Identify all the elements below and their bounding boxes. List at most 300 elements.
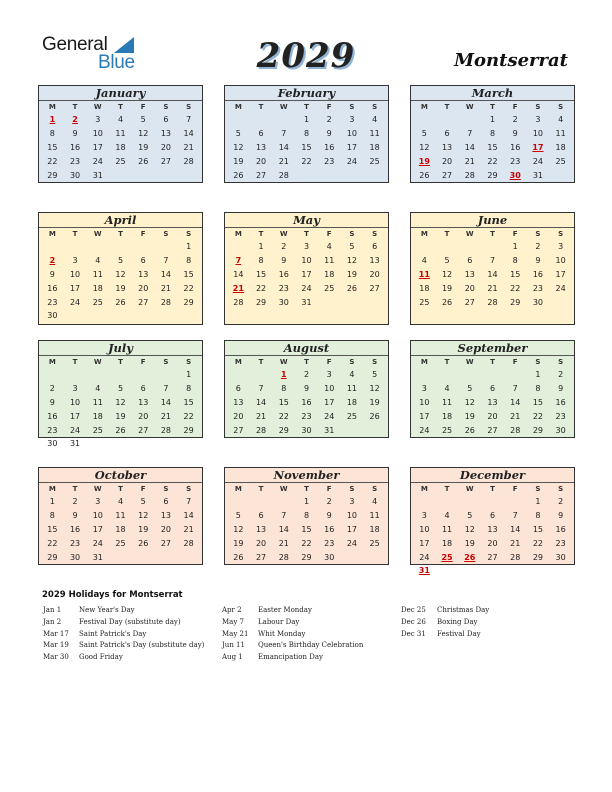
day-cell: 2 <box>49 383 55 393</box>
weekday-header: W <box>93 230 102 238</box>
holiday-date: Jun 11 <box>222 641 245 650</box>
weekday-header: M <box>420 103 428 111</box>
day-cell: 25 <box>92 425 103 435</box>
day-cell: 1 <box>489 115 496 124</box>
day-cell: 10 <box>301 255 312 265</box>
day-cell: 9 <box>326 510 332 520</box>
weekday-header: T <box>72 358 78 366</box>
empty-day-cell <box>227 113 250 127</box>
day-cell: 21 <box>255 411 267 421</box>
day-cell: 6 <box>258 128 264 138</box>
holiday-day-cell: 7 <box>235 255 242 265</box>
day-cell: 20 <box>487 411 498 421</box>
day-cell: 22 <box>532 411 544 421</box>
month-name: June <box>411 213 574 228</box>
day-cell: 30 <box>301 425 312 435</box>
month-june <box>410 212 575 325</box>
day-cell: 4 <box>117 115 124 124</box>
weekday-header: M <box>234 103 242 111</box>
holiday-day-cell: 17 <box>532 142 544 152</box>
day-cell: 11 <box>369 510 380 520</box>
holiday-name: Festival Day (substitute day) <box>79 617 181 626</box>
day-cell: 20 <box>160 524 172 534</box>
month-name: October <box>39 468 202 483</box>
day-cell: 19 <box>233 538 244 548</box>
day-cell: 3 <box>72 255 78 265</box>
weekday-header: S <box>186 358 192 366</box>
day-cell: 13 <box>369 255 380 265</box>
day-cell: 18 <box>419 283 430 293</box>
weekday-header: W <box>465 485 474 493</box>
day-cell: 23 <box>324 538 335 548</box>
day-cell: 5 <box>235 510 241 520</box>
day-grid <box>411 228 574 309</box>
day-cell: 24 <box>346 538 358 548</box>
day-cell: 18 <box>369 524 380 534</box>
day-cell: 19 <box>138 142 149 152</box>
empty-day-cell <box>250 495 273 509</box>
weekday-header: W <box>465 230 474 238</box>
day-cell: 29 <box>183 425 194 435</box>
day-cell: 8 <box>535 510 541 520</box>
day-cell: 19 <box>138 524 149 534</box>
weekday-header: S <box>349 103 355 111</box>
day-cell: 20 <box>441 156 453 166</box>
day-cell: 5 <box>140 115 146 124</box>
day-cell: 22 <box>278 411 289 421</box>
day-cell: 17 <box>92 142 103 152</box>
empty-day-cell <box>436 368 459 382</box>
day-cell: 12 <box>464 397 475 407</box>
day-cell: 14 <box>487 269 498 279</box>
holiday-day-cell: 2 <box>49 255 56 265</box>
weekday-header: T <box>490 230 495 238</box>
day-cell: 5 <box>467 383 473 393</box>
day-cell: 3 <box>72 383 78 393</box>
weekday-header: T <box>118 358 123 366</box>
day-cell: 31 <box>301 297 312 307</box>
empty-day-cell <box>250 368 273 382</box>
day-cell: 17 <box>324 397 335 407</box>
holiday-day-cell: 21 <box>232 283 244 293</box>
day-cell: 12 <box>346 255 358 265</box>
day-cell: 29 <box>532 552 544 562</box>
weekday-header: T <box>72 230 78 238</box>
holiday-date: Dec 31 <box>401 629 426 638</box>
day-cell: 27 <box>138 425 149 435</box>
day-cell: 10 <box>555 255 566 265</box>
day-cell: 30 <box>69 552 81 562</box>
weekday-header: F <box>326 103 332 111</box>
holiday-date: Mar 17 <box>43 629 69 638</box>
empty-day-cell <box>458 240 481 254</box>
day-cell: 18 <box>92 283 103 293</box>
day-cell: 2 <box>281 242 287 251</box>
day-cell: 16 <box>324 142 335 152</box>
month-name: November <box>225 468 388 483</box>
day-cell: 24 <box>419 425 430 435</box>
weekday-header: S <box>163 485 169 493</box>
day-cell: 27 <box>255 552 267 562</box>
day-cell: 19 <box>441 283 453 293</box>
day-cell: 23 <box>555 411 566 421</box>
month-august <box>224 340 389 438</box>
day-cell: 15 <box>255 269 267 279</box>
day-cell: 29 <box>47 552 58 562</box>
day-cell: 9 <box>49 269 55 279</box>
day-cell: 1 <box>303 115 310 124</box>
day-cell: 13 <box>160 128 172 138</box>
weekday-header: W <box>279 230 288 238</box>
day-cell: 1 <box>186 242 192 251</box>
weekday-header: S <box>558 103 564 111</box>
weekday-header: S <box>163 103 169 111</box>
day-cell: 5 <box>349 242 355 251</box>
day-cell: 5 <box>444 255 450 265</box>
day-cell: 11 <box>369 128 380 138</box>
day-cell: 7 <box>258 383 264 393</box>
weekday-header: S <box>535 103 541 111</box>
empty-day-cell <box>272 495 295 509</box>
empty-day-cell <box>436 113 459 127</box>
day-cell: 16 <box>324 524 335 534</box>
day-cell: 3 <box>421 383 427 393</box>
weekday-header: F <box>512 485 518 493</box>
empty-day-cell <box>481 240 504 254</box>
weekday-header: S <box>349 358 355 366</box>
day-cell: 1 <box>186 370 192 379</box>
empty-day-cell <box>413 368 436 382</box>
day-cell: 22 <box>183 283 194 293</box>
day-cell: 1 <box>258 242 264 251</box>
holiday-date: Jan 2 <box>43 617 62 626</box>
day-cell: 21 <box>183 524 194 534</box>
weekday-header: W <box>279 485 288 493</box>
day-cell: 28 <box>183 538 194 548</box>
day-cell: 14 <box>278 142 289 152</box>
day-cell: 21 <box>160 283 172 293</box>
weekday-header: F <box>512 358 518 366</box>
holiday-date: May 21 <box>222 629 249 638</box>
weekday-header: T <box>258 103 264 111</box>
day-cell: 10 <box>324 383 335 393</box>
day-cell: 6 <box>372 242 378 251</box>
year-title: 2029 <box>256 36 356 76</box>
weekday-header: S <box>349 485 355 493</box>
day-cell: 30 <box>278 297 289 307</box>
day-cell: 19 <box>346 269 358 279</box>
day-cell: 10 <box>69 397 81 407</box>
holiday-name: Whit Monday <box>258 629 306 638</box>
day-grid <box>411 356 574 437</box>
day-cell: 22 <box>183 411 194 421</box>
day-cell: 23 <box>47 297 58 307</box>
day-cell: 13 <box>464 269 475 279</box>
day-cell: 7 <box>281 128 287 138</box>
day-cell: 10 <box>346 510 358 520</box>
day-cell: 20 <box>369 269 380 279</box>
day-cell: 21 <box>278 156 289 166</box>
day-cell: 4 <box>558 115 564 124</box>
day-cell: 15 <box>183 397 194 407</box>
day-cell: 21 <box>278 538 289 548</box>
day-cell: 8 <box>186 383 192 393</box>
day-cell: 6 <box>163 497 169 506</box>
weekday-header: F <box>512 230 518 238</box>
month-name: August <box>225 341 388 356</box>
day-cell: 17 <box>301 269 312 279</box>
day-cell: 27 <box>464 297 475 307</box>
day-cell: 20 <box>160 142 172 152</box>
day-cell: 22 <box>532 538 544 548</box>
day-cell: 13 <box>487 397 498 407</box>
day-cell: 28 <box>487 297 498 307</box>
weekday-header: W <box>93 485 102 493</box>
day-cell: 4 <box>444 383 450 393</box>
holiday-entry <box>401 605 577 617</box>
day-cell: 15 <box>510 269 521 279</box>
empty-day-cell <box>64 368 87 382</box>
day-cell: 4 <box>421 255 427 265</box>
day-cell: 28 <box>464 170 475 180</box>
holiday-name: Saint Patrick's Day (substitute day) <box>79 641 205 650</box>
day-cell: 27 <box>487 425 498 435</box>
day-cell: 7 <box>489 255 496 265</box>
day-cell: 3 <box>95 497 101 506</box>
day-cell: 9 <box>558 383 564 393</box>
day-cell: 20 <box>138 283 149 293</box>
day-cell: 6 <box>140 383 146 393</box>
holiday-name: Easter Monday <box>258 606 312 614</box>
day-cell: 13 <box>255 524 267 534</box>
day-cell: 2 <box>326 115 332 124</box>
day-cell: 16 <box>47 283 58 293</box>
month-name: July <box>39 341 202 356</box>
day-cell: 3 <box>326 370 332 379</box>
empty-day-cell <box>227 368 250 382</box>
weekday-header: S <box>535 230 541 238</box>
weekday-header: T <box>118 485 123 493</box>
weekday-header: W <box>93 103 102 111</box>
day-cell: 11 <box>92 269 103 279</box>
empty-day-cell <box>227 495 250 509</box>
day-cell: 15 <box>532 524 544 534</box>
day-cell: 3 <box>95 115 101 124</box>
day-cell: 10 <box>419 524 430 534</box>
empty-day-cell <box>64 240 87 254</box>
day-cell: 6 <box>467 255 473 265</box>
day-cell: 23 <box>324 156 335 166</box>
day-cell: 4 <box>95 383 101 393</box>
weekday-header: M <box>48 485 56 493</box>
holidays-column <box>401 605 577 640</box>
day-cell: 16 <box>555 524 566 534</box>
weekday-header: M <box>48 103 56 111</box>
empty-day-cell <box>458 495 481 509</box>
day-cell: 21 <box>487 283 498 293</box>
day-cell: 4 <box>117 497 124 506</box>
day-cell: 10 <box>419 397 430 407</box>
day-cell: 30 <box>324 552 335 562</box>
day-cell: 29 <box>487 170 498 180</box>
day-grid <box>39 356 202 451</box>
day-cell: 17 <box>346 524 358 534</box>
day-cell: 30 <box>555 425 566 435</box>
day-cell: 25 <box>346 411 358 421</box>
day-cell: 30 <box>532 297 544 307</box>
day-cell: 18 <box>369 142 380 152</box>
day-cell: 7 <box>163 383 169 393</box>
day-cell: 23 <box>532 283 544 293</box>
day-cell: 22 <box>47 538 58 548</box>
day-cell: 18 <box>324 269 335 279</box>
day-cell: 12 <box>233 142 244 152</box>
day-cell: 8 <box>303 128 310 138</box>
holiday-date: Dec 26 <box>401 617 426 626</box>
day-cell: 2 <box>558 370 564 379</box>
weekday-header: W <box>465 103 474 111</box>
day-cell: 2 <box>326 497 332 506</box>
day-cell: 23 <box>555 538 566 548</box>
day-cell: 8 <box>49 128 55 138</box>
day-cell: 22 <box>487 156 498 166</box>
day-cell: 10 <box>532 128 544 138</box>
weekday-header: T <box>490 103 495 111</box>
weekday-header: M <box>234 230 242 238</box>
day-cell: 25 <box>441 425 453 435</box>
empty-day-cell <box>504 495 527 509</box>
weekday-header: T <box>304 230 309 238</box>
day-cell: 18 <box>346 397 358 407</box>
day-cell: 18 <box>92 411 103 421</box>
day-cell: 27 <box>160 538 172 548</box>
day-cell: 20 <box>487 538 498 548</box>
day-cell: 4 <box>326 242 332 251</box>
month-name: March <box>411 86 574 101</box>
weekday-header: T <box>72 485 78 493</box>
empty-day-cell <box>413 113 436 127</box>
weekday-header: T <box>490 485 495 493</box>
day-cell: 11 <box>115 128 126 138</box>
day-cell: 4 <box>372 115 378 124</box>
day-cell: 5 <box>372 370 378 379</box>
day-cell: 24 <box>92 538 103 548</box>
empty-day-cell <box>155 368 178 382</box>
holiday-day-cell: 19 <box>418 156 430 166</box>
day-cell: 26 <box>464 425 475 435</box>
day-cell: 14 <box>183 510 194 520</box>
day-cell: 29 <box>278 425 289 435</box>
day-cell: 24 <box>324 411 335 421</box>
day-cell: 16 <box>555 397 566 407</box>
empty-day-cell <box>436 495 459 509</box>
day-cell: 11 <box>92 397 103 407</box>
day-cell: 15 <box>532 397 544 407</box>
holiday-date: Mar 19 <box>43 641 69 650</box>
day-cell: 1 <box>512 242 518 251</box>
day-cell: 4 <box>95 255 101 265</box>
day-cell: 17 <box>69 411 81 421</box>
day-cell: 12 <box>419 142 430 152</box>
holiday-entry <box>222 617 428 629</box>
weekday-header: S <box>558 485 564 493</box>
day-cell: 19 <box>369 397 380 407</box>
month-march <box>410 85 575 183</box>
day-grid <box>411 483 574 578</box>
day-cell: 21 <box>510 538 521 548</box>
day-cell: 10 <box>92 128 103 138</box>
day-cell: 3 <box>558 242 564 251</box>
day-cell: 19 <box>115 283 126 293</box>
weekday-header: T <box>490 358 495 366</box>
day-cell: 25 <box>324 283 335 293</box>
day-cell: 5 <box>140 497 146 506</box>
day-cell: 24 <box>69 425 81 435</box>
weekday-header: S <box>372 485 378 493</box>
day-cell: 17 <box>419 411 430 421</box>
weekday-header: T <box>118 230 123 238</box>
holiday-name: Good Friday <box>79 653 123 662</box>
day-cell: 18 <box>555 142 566 152</box>
holiday-day-cell: 1 <box>49 115 56 124</box>
day-cell: 31 <box>324 425 335 435</box>
day-cell: 25 <box>115 156 126 166</box>
weekday-header: W <box>279 103 288 111</box>
day-cell: 15 <box>301 524 312 534</box>
day-cell: 14 <box>233 269 244 279</box>
day-cell: 6 <box>489 383 496 393</box>
weekday-header: T <box>444 230 450 238</box>
day-cell: 31 <box>92 552 103 562</box>
day-cell: 20 <box>233 411 244 421</box>
holiday-date: Dec 25 <box>401 606 426 614</box>
day-cell: 17 <box>555 269 566 279</box>
day-cell: 15 <box>487 142 498 152</box>
day-cell: 28 <box>278 170 289 180</box>
day-cell: 15 <box>278 397 289 407</box>
day-cell: 21 <box>464 156 475 166</box>
day-cell: 29 <box>47 170 58 180</box>
day-cell: 5 <box>467 510 473 520</box>
day-grid <box>39 483 202 564</box>
day-cell: 28 <box>278 552 289 562</box>
empty-day-cell <box>109 240 132 254</box>
month-february <box>224 85 389 183</box>
day-cell: 11 <box>324 255 335 265</box>
holiday-entry <box>43 652 219 664</box>
holidays-column <box>222 605 428 664</box>
weekday-header: T <box>118 103 123 111</box>
empty-day-cell <box>458 368 481 382</box>
day-cell: 12 <box>115 269 126 279</box>
weekday-header: S <box>349 230 355 238</box>
day-cell: 11 <box>555 128 566 138</box>
weekday-header: S <box>372 230 378 238</box>
day-cell: 7 <box>512 510 518 520</box>
weekday-header: S <box>535 485 541 493</box>
month-october <box>38 467 203 565</box>
day-cell: 20 <box>255 538 267 548</box>
day-cell: 1 <box>49 497 55 506</box>
day-cell: 28 <box>160 425 172 435</box>
day-cell: 14 <box>464 142 475 152</box>
day-cell: 24 <box>555 283 566 293</box>
day-cell: 12 <box>369 383 380 393</box>
day-cell: 24 <box>419 552 430 562</box>
month-name: January <box>39 86 202 101</box>
day-cell: 16 <box>301 397 312 407</box>
weekday-header: T <box>72 103 78 111</box>
